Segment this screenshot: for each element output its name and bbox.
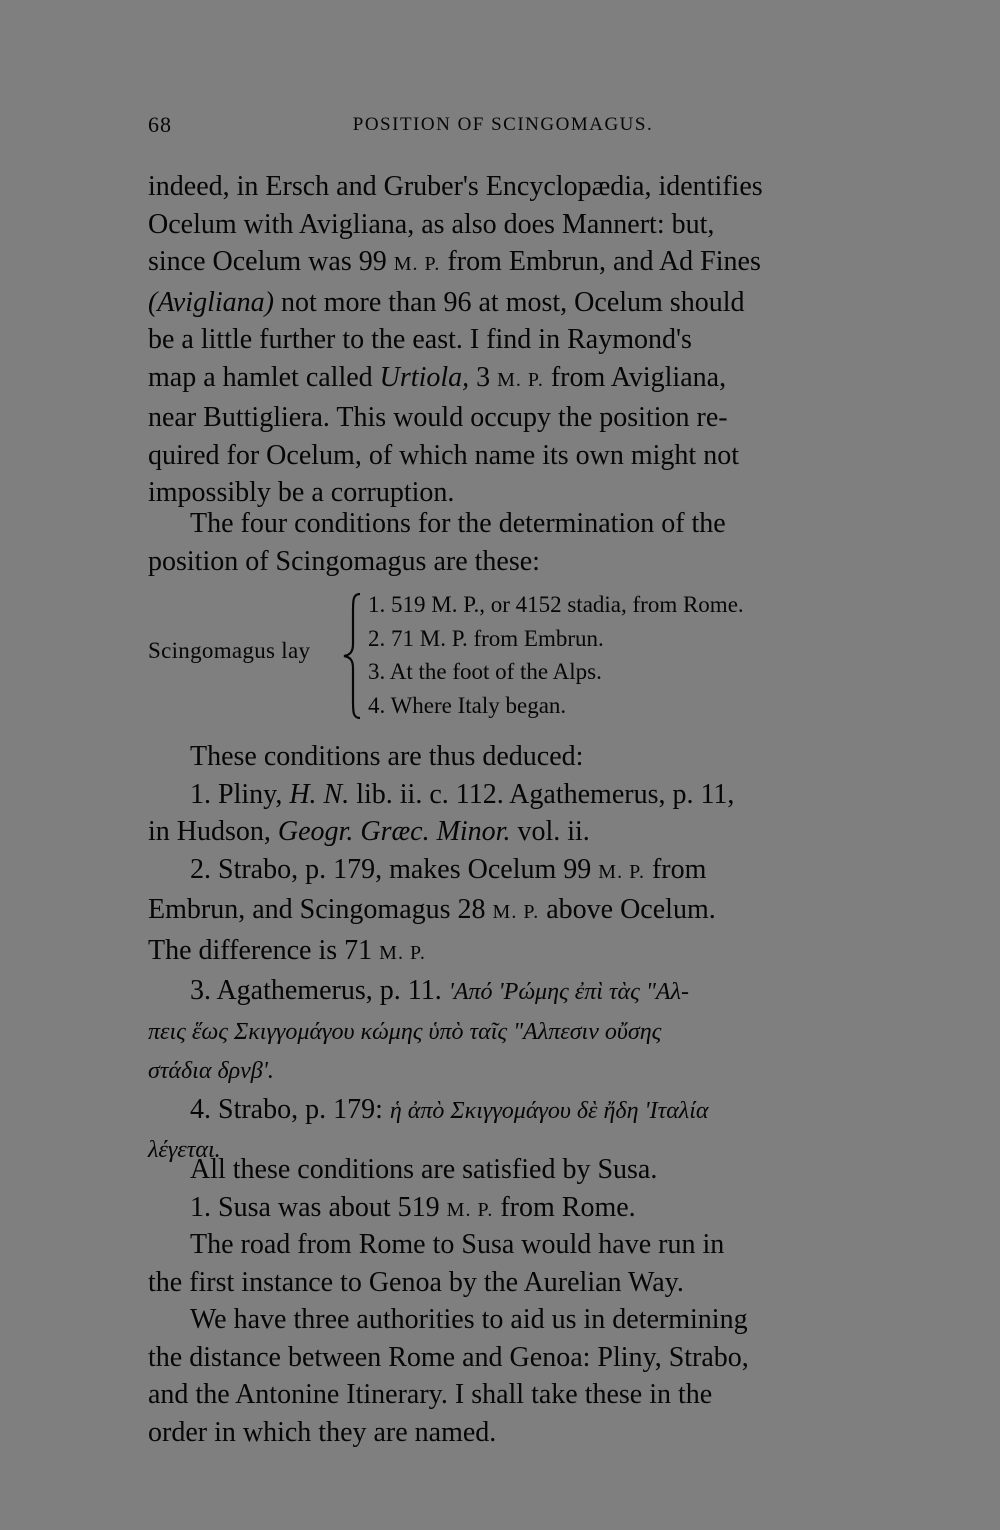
text-line: These conditions are thus deduced: bbox=[190, 741, 584, 772]
text-line: The difference is 71 M. P. bbox=[148, 934, 426, 966]
text-line: All these conditions are satisfied by Susa. bbox=[190, 1154, 658, 1185]
text-line: map a hamlet called Urtiola, 3 M. P. from Avigliana, bbox=[148, 361, 727, 393]
text-line: quired for Ocelum, of which name its own might not bbox=[148, 439, 739, 471]
page-number: 68 bbox=[148, 112, 172, 137]
text-line: We have three authorities to aid us in determining bbox=[190, 1304, 748, 1335]
deduced-section bbox=[148, 738, 858, 1170]
text-line: The road from Rome to Susa would have run in bbox=[190, 1229, 725, 1260]
text-line: since Ocelum was 99 M. P. from Embrun, and Ad Fines bbox=[148, 246, 761, 277]
condition-item: 2. 71 M. P. from Embrun. bbox=[368, 625, 604, 651]
text-line: The four conditions for the determination of the bbox=[190, 508, 726, 539]
text-line: indeed, in Ersch and Gruber's Encyclopædia, identifies bbox=[148, 171, 763, 202]
text-line: and the Antonine Itinerary. I shall take these in the bbox=[148, 1379, 713, 1410]
text-line: order in which they are named. bbox=[148, 1416, 497, 1448]
text-line: πεις ἕως Σκιγγομάγου κώμης ὑπὸ ταῖς "Αλπεσιν οὔσης bbox=[148, 1018, 662, 1045]
text-line: (Avigliana) not more than 96 at most, Ocelum should bbox=[148, 286, 745, 318]
text-line: near Buttigliera. This would occupy the position re- bbox=[148, 402, 728, 433]
text-line: Embrun, and Scingomagus 28 M. P. above Ocelum. bbox=[148, 894, 716, 925]
text-line: λέγεται. bbox=[148, 1137, 221, 1163]
paragraph-susa bbox=[148, 1151, 858, 1229]
text-line: 2. Strabo, p. 179, makes Ocelum 99 M. P. from bbox=[190, 853, 707, 885]
text-line: impossibly be a corruption. bbox=[148, 477, 455, 508]
paragraph-road bbox=[148, 1226, 858, 1301]
condition-item: 3. At the foot of the Alps. bbox=[368, 659, 602, 684]
conditions-items bbox=[368, 588, 744, 722]
paragraph-authorities bbox=[148, 1301, 858, 1451]
text-line: position of Scingomagus are these: bbox=[148, 545, 540, 577]
text-line: Ocelum with Avigliana, as also does Mannert: but, bbox=[148, 208, 715, 240]
text-line: in Hudson, Geogr. Græc. Minor. vol. ii. bbox=[148, 816, 590, 847]
text-line: be a little further to the east. I find in Raymond's bbox=[148, 324, 692, 355]
condition-item: 1. 519 M. P., or 4152 stadia, from Rome. bbox=[368, 592, 744, 617]
text-line: 1. Pliny, H. N. lib. ii. c. 112. Agathemerus, p. 11, bbox=[190, 778, 735, 810]
condition-item: 4. Where Italy began. bbox=[368, 692, 567, 718]
text-line: 3. Agathemerus, p. 11. 'Από 'Ρώμης ἐπὶ τὰς "Αλ- bbox=[190, 975, 689, 1006]
running-title: POSITION OF SCINGOMAGUS. bbox=[352, 114, 654, 135]
text-line: 1. Susa was about 519 M. P. from Rome. bbox=[190, 1191, 636, 1223]
text-line: the distance between Rome and Genoa: Pliny, Strabo, bbox=[148, 1341, 749, 1373]
paragraph-ocelum bbox=[148, 168, 858, 512]
conditions-list bbox=[148, 588, 858, 722]
text-line: στάδια δρνβ'. bbox=[148, 1058, 274, 1084]
paragraph-four-conditions bbox=[148, 505, 858, 580]
text-line: 4. Strabo, p. 179: ἡ ἀπὸ Σκιγγομάγου δὲ ἤδη 'Ιταλία bbox=[190, 1093, 709, 1125]
conditions-label: Scingomagus lay bbox=[148, 638, 311, 663]
brace-icon bbox=[340, 592, 364, 720]
text-line: the first instance to Genoa by the Aurelian Way. bbox=[148, 1266, 684, 1298]
page-header bbox=[148, 112, 858, 142]
